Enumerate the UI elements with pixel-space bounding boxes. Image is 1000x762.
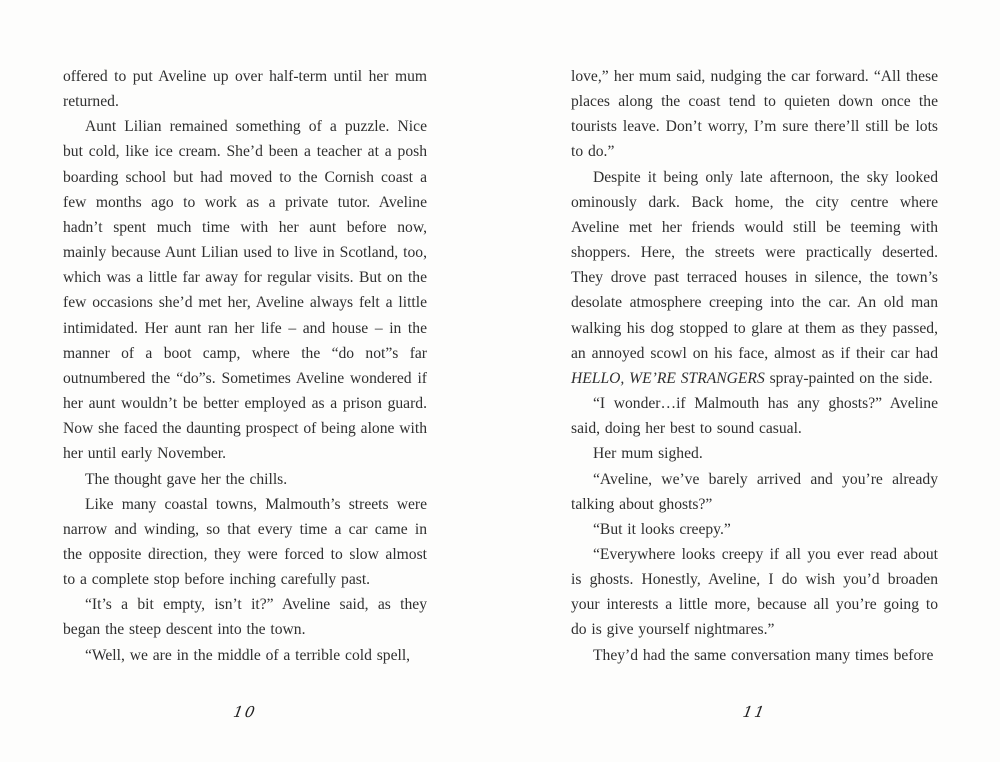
text-run: offered to put Aveline up over half-term until her mum returned. (63, 68, 427, 111)
paragraph (63, 114, 427, 466)
page-number-left: 10 (231, 703, 259, 721)
text-run: Despite it being only late afternoon, the sky looked ominously dark. Back home, the city centre where Aveline met her friends would still be teeming with shoppers. Here, the streets were practically deserted. They drove past terraced houses in silence, the town’s desolate atmosphere creeping into the car. An old man walking his dog stopped to glare at them as they passed, an annoyed scowl on his face, almost as if their car had (571, 168, 938, 362)
text-run: “Well, we are in the middle of a terrible cold spell, (85, 646, 411, 664)
paragraph (63, 64, 427, 114)
text-run: “Aveline, we’ve barely arrived and you’re already talking about ghosts?” (571, 470, 938, 513)
paragraph (63, 467, 427, 492)
paragraph (571, 467, 938, 517)
paragraph (63, 643, 427, 668)
paragraph (571, 64, 938, 165)
text-run: Aunt Lilian remained something of a puzzle. Nice but cold, like ice cream. She’d been a teacher at a posh boarding school but had moved to the Cornish coast a few months ago to work as a private tutor. Aveline hadn’t spent much time with her aunt before now, mainly because Aunt Lilian used to live in Scotland, too, which was a little far away for regular visits. But on the few occasions she’d met her, Aveline always felt a little intimidated. Her aunt ran her life – and house – in the manner of a boot camp, where the “do not”s far outnumbered the “do”s. Sometimes Aveline wondered if her aunt wouldn’t be better employed as a prison guard. Now she faced the daunting prospect of being alone with her until early November. (63, 118, 427, 463)
text-run: Her mum sighed. (593, 445, 703, 463)
text-run: “I wonder…if Malmouth has any ghosts?” Aveline said, doing her best to sound casual. (571, 395, 938, 438)
text-run: “Everywhere looks creepy if all you ever read about is ghosts. Honestly, Aveline, I do wish you’d broaden your interests a little more, because all you’re going to do is give yourself nightmares.” (571, 545, 938, 639)
page-left-text (63, 64, 427, 668)
paragraph (571, 517, 938, 542)
paragraph (571, 391, 938, 441)
page-right-text (571, 64, 938, 668)
paragraph (571, 441, 938, 466)
page-left (63, 0, 427, 762)
text-run: “But it looks creepy.” (593, 520, 731, 538)
text-run: The thought gave her the chills. (85, 470, 288, 488)
paragraph (571, 542, 938, 643)
paragraph (571, 165, 938, 391)
text-run: spray-painted on the side. (764, 369, 933, 387)
text-run: Like many coastal towns, Malmouth’s streets were narrow and winding, so that every time a car came in the opposite direction, they were forced to slow almost to a complete stop before inching carefully past. (63, 495, 427, 589)
text-run: love,” her mum said, nudging the car forward. “All these places along the coast tend to quieten down once the tourists leave. Don’t worry, I’m sure there’ll still be lots to do.” (571, 68, 938, 161)
paragraph (571, 643, 938, 668)
paragraph (63, 592, 427, 642)
text-run: They’d had the same conversation many times before (593, 646, 934, 664)
page-right (571, 0, 938, 762)
paragraph (63, 492, 427, 593)
page-number-right: 11 (741, 703, 768, 721)
italic-text-run: HELLO, WE’RE STRANGERS (571, 369, 765, 387)
text-run: “It’s a bit empty, isn’t it?” Aveline said, as they began the steep descent into the town. (63, 596, 427, 639)
